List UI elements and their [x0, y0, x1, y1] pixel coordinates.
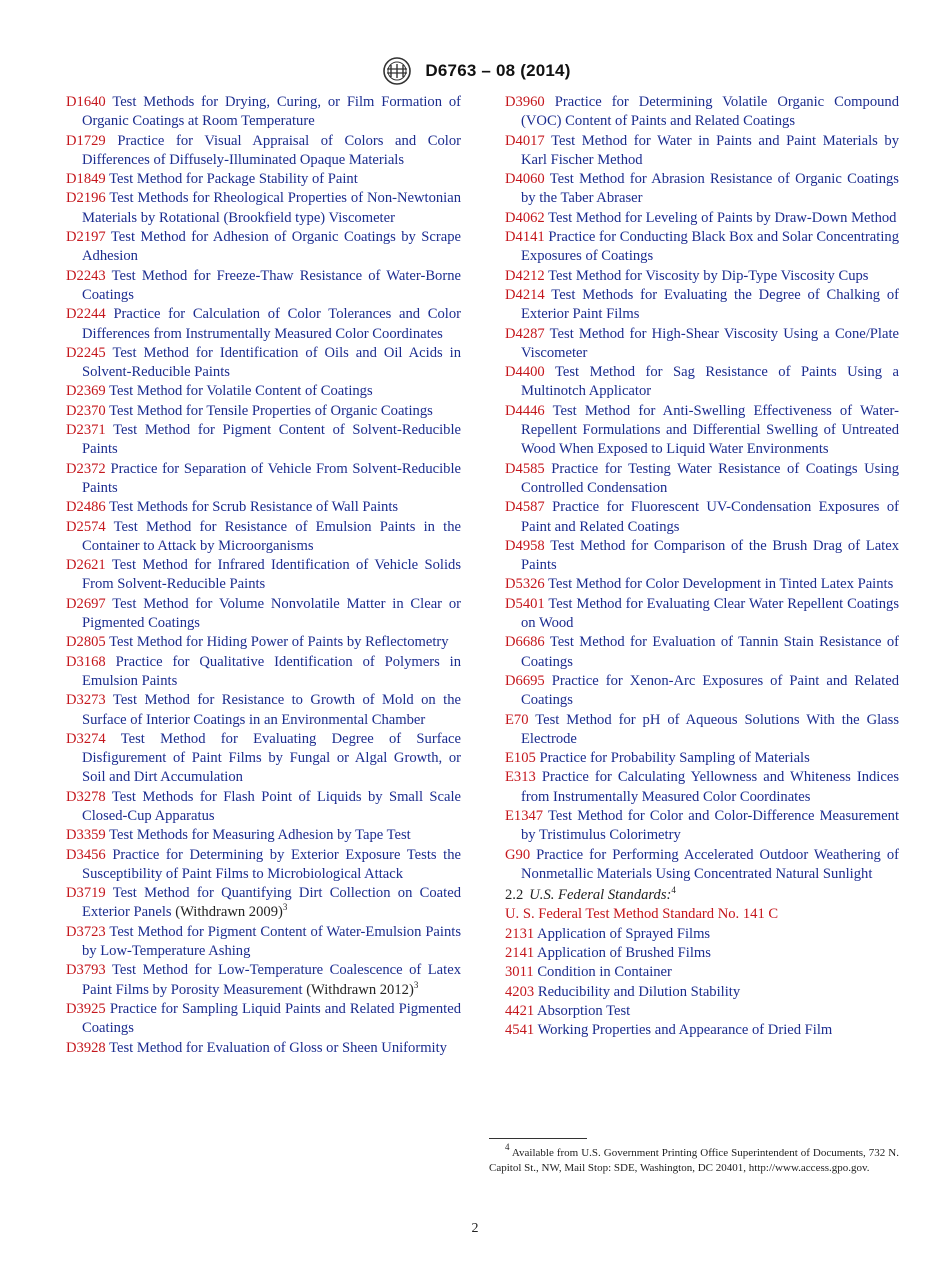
reference-code-link[interactable]: 4541	[505, 1022, 535, 1039]
reference-entry	[505, 846, 899, 885]
reference-title-link[interactable]: Test Method for Pigment Content of Solvent-Reducible Paints	[82, 422, 461, 458]
reference-code-link[interactable]: D3359	[66, 827, 106, 844]
reference-title-link[interactable]: Practice for Xenon-Arc Exposures of Paint and Related Coatings	[521, 672, 899, 709]
footnote-ref: 3	[282, 902, 288, 913]
reference-code-link[interactable]: 4421	[505, 1002, 535, 1019]
reference-code-link[interactable]: D4017	[505, 132, 545, 149]
reference-code-link[interactable]: D1640	[66, 94, 106, 110]
reference-title-link[interactable]: Practice for Sampling Liquid Paints and Related Pigmented Coatings	[82, 1000, 462, 1037]
left-column	[66, 93, 461, 1058]
reference-code-link[interactable]: D2243	[66, 267, 106, 284]
reference-title-link[interactable]: Practice for Separation of Vehicle From Solvent-Reducible Paints	[82, 460, 461, 496]
federal-standard-entry	[505, 1021, 899, 1040]
reference-entry	[505, 228, 899, 267]
reference-entry	[505, 595, 899, 634]
reference-code-link[interactable]: D3960	[505, 94, 545, 110]
reference-title-link[interactable]: Test Method for Package Stability of Paint	[109, 171, 358, 188]
reference-code-link[interactable]: D3456	[66, 846, 106, 863]
reference-title-link[interactable]: Absorption Test	[537, 1002, 631, 1019]
withdrawn-note: (Withdrawn 2012)	[306, 981, 414, 998]
reference-code-link[interactable]: D3278	[66, 788, 106, 805]
reference-code-link[interactable]: D2697	[66, 595, 106, 612]
reference-entry	[66, 691, 461, 730]
reference-code-link[interactable]: D4587	[505, 499, 545, 516]
reference-entry	[505, 807, 899, 846]
reference-entry	[505, 575, 899, 594]
right-column	[505, 93, 899, 1041]
reference-entry	[66, 730, 461, 788]
reference-code-link[interactable]: D3719	[66, 885, 106, 902]
reference-title-link[interactable]: Test Method for Low-Temperature Coalescence of Latex Paint Films by Porosity Measurement	[82, 962, 461, 998]
federal-standard-entry	[505, 944, 899, 963]
reference-entry	[66, 1039, 461, 1058]
reference-code-link[interactable]: D5401	[505, 595, 545, 612]
footnote-text: Available from U.S. Government Printing Office Superintendent of Documents, 732 N. Capitol St., NW, Mail Stop: SDE, Washington, DC 20401, http://www.access.gpo.gov.	[489, 1147, 899, 1174]
reference-code-link[interactable]: D3723	[66, 923, 106, 940]
footnote-rule	[489, 1138, 587, 1139]
reference-title-link[interactable]: Test Method for Evaluating Clear Water Repellent Coatings on Wood	[521, 595, 899, 632]
section-number: 2.2	[505, 887, 524, 904]
reference-title-link[interactable]: Reducibility and Dilution Stability	[537, 983, 741, 1000]
reference-code-link[interactable]: 2131	[505, 925, 535, 942]
reference-title-link[interactable]: Practice for Determining by Exterior Exposure Tests the Susceptibility of Paint Films to Microbiological Attack	[82, 846, 461, 882]
reference-entry	[66, 421, 461, 460]
standard-designation: D6763 – 08 (2014)	[425, 61, 571, 80]
footnote-ref: 4	[671, 885, 676, 896]
reference-title-link[interactable]: Working Properties and Appearance of Dried Film	[537, 1022, 833, 1039]
reference-title-link[interactable]: Test Method for Abrasion Resistance of Organic Coatings by the Taber Abraser	[521, 171, 899, 207]
reference-code-link[interactable]: D4141	[505, 229, 545, 246]
reference-code-link[interactable]: D4212	[505, 267, 545, 284]
reference-entry	[66, 653, 461, 692]
reference-title-link[interactable]: Practice for Calculating Yellowness and Whiteness Indices from Instrumentally Measured Color Coordinates	[521, 769, 899, 805]
page-header	[0, 56, 950, 86]
reference-title-link[interactable]: Test Method for Resistance of Emulsion Paints in the Container to Attack by Microorganisms	[82, 518, 461, 554]
reference-code-link[interactable]: D4060	[505, 171, 545, 188]
reference-title-link[interactable]: Test Method for Leveling of Paints by Draw-Down Method	[548, 209, 897, 226]
reference-entry	[66, 846, 461, 885]
reference-entry	[505, 633, 899, 672]
reference-title-link[interactable]: Test Method for Identification of Oils and Oil Acids in Solvent-Reducible Paints	[82, 344, 461, 381]
reference-entry	[505, 537, 899, 576]
reference-entry	[505, 749, 899, 768]
reference-entry	[66, 498, 461, 517]
reference-title-link[interactable]: Test Method for Water in Paints and Paint Materials by Karl Fischer Method	[521, 132, 900, 168]
reference-entry	[505, 267, 899, 286]
reference-code-link[interactable]: D4400	[505, 364, 545, 381]
reference-title-link[interactable]: Test Method for Color Development in Tinted Latex Paints	[548, 576, 894, 593]
reference-entry	[66, 826, 461, 845]
reference-code-link[interactable]: D5326	[505, 576, 545, 593]
reference-code-link[interactable]: D6695	[505, 672, 545, 689]
reference-entry	[505, 363, 899, 402]
reference-title-link[interactable]: Test Method for Viscosity by Dip-Type Viscosity Cups	[548, 267, 869, 284]
reference-entry	[505, 460, 899, 499]
reference-code-link[interactable]: 2141	[505, 945, 535, 962]
reference-code-link[interactable]: D2244	[66, 306, 106, 323]
reference-title-link[interactable]: Practice for Determining Volatile Organic Compound (VOC) Content of Paints and Related Coatings	[521, 94, 900, 130]
section-label: U.S. Federal Standards:	[529, 887, 672, 904]
reference-title-link[interactable]: Practice for Fluorescent UV-Condensation Exposures of Paint and Related Coatings	[521, 499, 899, 535]
reference-title-link[interactable]: Test Method for High-Shear Viscosity Using a Cone/Plate Viscometer	[521, 325, 899, 361]
reference-entry	[505, 170, 899, 209]
reference-title-link[interactable]: Test Method for Anti-Swelling Effectiveness of Water-Repellent Formulations and Differential Swelling of Untreated Wood When Exposed to Liquid Water Environments	[521, 402, 899, 458]
reference-title-link[interactable]: Practice for Testing Water Resistance of Coatings Using Controlled Condensation	[521, 460, 899, 496]
reference-entry	[66, 267, 461, 306]
reference-code-link[interactable]: D2370	[66, 402, 106, 419]
reference-entry	[66, 518, 461, 557]
reference-entry	[505, 672, 899, 711]
reference-title-link[interactable]: Practice for Qualitative Identification of Polymers in Emulsion Paints	[82, 653, 461, 689]
reference-title-link[interactable]: Test Method for Quantifying Dirt Collection on Coated Exterior Panels	[82, 885, 461, 921]
reference-title-link[interactable]: Application of Brushed Films	[537, 945, 711, 962]
reference-code-link[interactable]: D4287	[505, 325, 545, 342]
reference-entry	[66, 460, 461, 499]
reference-code-link[interactable]: D2197	[66, 229, 106, 246]
reference-title-link[interactable]: Test Method for Volatile Content of Coatings	[109, 383, 373, 400]
reference-entry	[66, 923, 461, 962]
reference-title-link[interactable]: Test Method for Comparison of the Brush Drag of Latex Paints	[521, 537, 899, 574]
reference-code-link[interactable]: D3925	[66, 1000, 106, 1017]
reference-entry	[66, 132, 461, 171]
reference-entry	[505, 209, 899, 228]
reference-title-link[interactable]: Test Method for Sag Resistance of Paints Using a Multinotch Applicator	[521, 364, 899, 400]
reference-code-link[interactable]: 3011	[505, 964, 534, 981]
reference-entry	[505, 325, 899, 364]
reference-title-link[interactable]: Test Methods for Evaluating the Degree of Chalking of Exterior Paint Films	[521, 286, 900, 323]
reference-entry	[505, 286, 899, 325]
federal-standard-entry	[505, 963, 899, 982]
reference-code-link[interactable]: D2805	[66, 634, 106, 651]
reference-code-link[interactable]: D2621	[66, 557, 106, 574]
reference-entry	[505, 132, 899, 171]
reference-code-link[interactable]: E70	[505, 711, 529, 728]
reference-entry	[505, 768, 899, 807]
reference-title-link[interactable]: Test Method for Evaluation of Tannin Stain Resistance of Coatings	[521, 634, 899, 670]
federal-standard-entry	[505, 925, 899, 944]
reference-code-link[interactable]: D4958	[505, 537, 545, 554]
reference-code-link[interactable]: E313	[505, 769, 536, 786]
reference-entry	[66, 595, 461, 634]
reference-entry	[66, 556, 461, 595]
reference-title-link[interactable]: Test Method for Hiding Power of Paints by Reflectometry	[109, 634, 449, 651]
reference-title-link[interactable]: Test Methods for Rheological Properties of Non-Newtonian Materials by Rotational (Brookfield type) Viscometer	[82, 190, 462, 226]
reference-code-link[interactable]: D3273	[66, 692, 106, 709]
reference-entry	[505, 93, 899, 132]
reference-title-link[interactable]: Practice for Probability Sampling of Materials	[539, 750, 810, 767]
reference-title-link[interactable]: Practice for Performing Accelerated Outdoor Weathering of Nonmetallic Materials Using Concentrated Natural Sunlight	[521, 846, 899, 882]
reference-code-link[interactable]: D3928	[66, 1039, 106, 1056]
reference-title-link[interactable]: Test Methods for Measuring Adhesion by Tape Test	[109, 827, 411, 844]
reference-title-link[interactable]: Test Methods for Scrub Resistance of Wall Paints	[109, 499, 399, 516]
reference-code-link[interactable]: E105	[505, 750, 536, 767]
federal-standard-title: U. S. Federal Test Method Standard No. 141 C	[505, 906, 779, 923]
reference-code-link[interactable]: D6686	[505, 634, 545, 651]
reference-entry	[505, 498, 899, 537]
reference-code-link[interactable]: D2369	[66, 383, 106, 400]
reference-title-link[interactable]: Test Method for Evaluation of Gloss or Sheen Uniformity	[109, 1039, 447, 1056]
reference-title-link[interactable]: Test Method for Freeze-Thaw Resistance of Water-Borne Coatings	[82, 267, 461, 303]
reference-title-link[interactable]: Test Method for Resistance to Growth of Mold on the Surface of Interior Coatings in an Environmental Chamber	[82, 692, 461, 728]
page-number: 2	[471, 1221, 479, 1236]
reference-title-link[interactable]: Test Method for Adhesion of Organic Coatings by Scrape Adhesion	[82, 229, 461, 265]
reference-title-link[interactable]: Test Method for Tensile Properties of Organic Coatings	[109, 402, 433, 419]
reference-code-link[interactable]: D2196	[66, 190, 106, 207]
reference-title-link[interactable]: Test Methods for Drying, Curing, or Film Formation of Organic Coatings at Room Temperature	[82, 94, 462, 130]
footnote-ref: 3	[413, 979, 419, 990]
reference-code-link[interactable]: G90	[505, 846, 531, 863]
footnote-marker: 4	[505, 1142, 510, 1152]
reference-code-link[interactable]: D2372	[66, 460, 106, 477]
federal-standard-entry	[505, 983, 899, 1002]
reference-entry	[66, 305, 461, 344]
footnote	[489, 1142, 899, 1176]
reference-entry	[66, 884, 461, 923]
reference-code-link[interactable]: D2574	[66, 518, 106, 535]
reference-title-link[interactable]: Application of Sprayed Films	[537, 925, 711, 942]
reference-title-link[interactable]: Practice for Calculation of Color Tolerances and Color Differences from Instrumentally Measured Color Coordinates	[82, 306, 461, 342]
reference-entry	[66, 382, 461, 401]
reference-title-link[interactable]: Test Methods for Flash Point of Liquids by Small Scale Closed-Cup Apparatus	[82, 788, 461, 824]
reference-entry	[505, 711, 899, 750]
reference-entry	[505, 402, 899, 460]
reference-code-link[interactable]: D2371	[66, 422, 106, 439]
reference-entry	[66, 961, 461, 1000]
reference-entry	[66, 1000, 461, 1039]
reference-code-link[interactable]: D1729	[66, 132, 106, 149]
reference-title-link[interactable]: Practice for Visual Appraisal of Colors and Color Differences of Diffusely-Illuminated Opaque Materials	[82, 132, 461, 168]
reference-title-link[interactable]: Test Method for Color and Color-Difference Measurement by Tristimulus Colorimetry	[521, 807, 899, 844]
reference-code-link[interactable]: D3168	[66, 653, 106, 670]
reference-code-link[interactable]: E1347	[505, 807, 544, 824]
reference-entry	[66, 633, 461, 652]
reference-code-link[interactable]: 4203	[505, 983, 535, 1000]
federal-standard-entry	[505, 1002, 899, 1021]
reference-code-link[interactable]: D2245	[66, 344, 106, 361]
reference-entry	[66, 228, 461, 267]
reference-title-link[interactable]: Condition in Container	[537, 964, 672, 981]
reference-title-link[interactable]: Practice for Conducting Black Box and Solar Concentrating Exposures of Coatings	[521, 229, 899, 265]
reference-entry	[66, 189, 461, 228]
reference-entry	[66, 170, 461, 189]
reference-title-link[interactable]: Test Method for Infrared Identification of Vehicle Solids From Solvent-Reducible Paints	[82, 557, 462, 593]
reference-code-link[interactable]: D4446	[505, 402, 545, 419]
reference-title-link[interactable]: Test Method for Evaluating Degree of Surface Disfigurement of Paint Films by Fungal or Algal Growth, or Soil and Dirt Accumulation	[82, 730, 461, 786]
section-heading	[505, 886, 899, 905]
reference-code-link[interactable]: D1849	[66, 171, 106, 188]
reference-code-link[interactable]: D4585	[505, 460, 545, 477]
astm-logo-icon	[379, 56, 415, 86]
reference-title-link[interactable]: Test Method for Volume Nonvolatile Matter in Clear or Pigmented Coatings	[82, 595, 461, 632]
reference-code-link[interactable]: D4214	[505, 286, 545, 303]
withdrawn-note: (Withdrawn 2009)	[175, 904, 283, 921]
reference-code-link[interactable]: D3793	[66, 962, 106, 979]
reference-entry	[66, 344, 461, 383]
reference-entry	[66, 93, 461, 132]
reference-entry	[66, 402, 461, 421]
reference-title-link[interactable]: Test Method for pH of Aqueous Solutions With the Glass Electrode	[521, 711, 899, 747]
reference-title-link[interactable]: Test Method for Pigment Content of Water-Emulsion Paints by Low-Temperature Ashing	[82, 923, 461, 960]
reference-entry	[66, 788, 461, 827]
reference-code-link[interactable]: D2486	[66, 499, 106, 516]
reference-code-link[interactable]: D3274	[66, 730, 106, 747]
reference-code-link[interactable]: D4062	[505, 209, 545, 226]
